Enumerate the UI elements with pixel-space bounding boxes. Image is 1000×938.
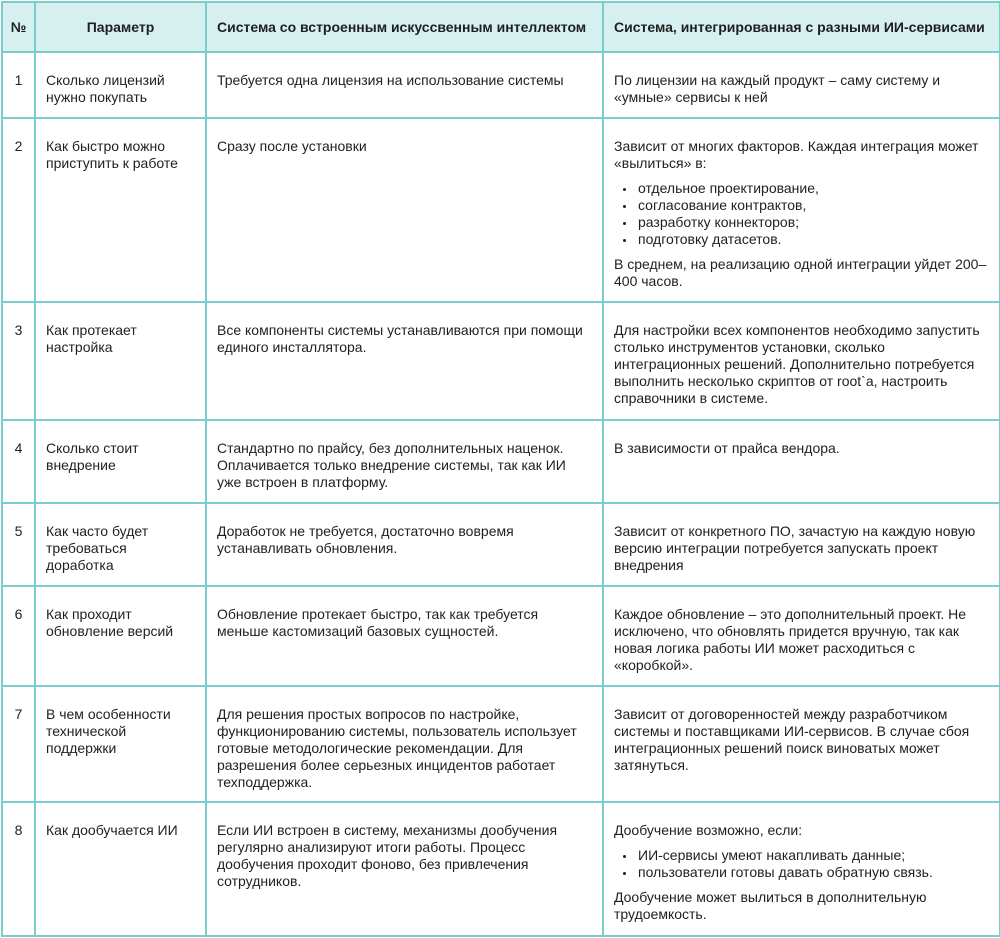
row-integrated [603, 52, 1000, 118]
integrated-bullet-list [614, 847, 989, 881]
row-param: Как быстро можно приступить к работе [35, 118, 206, 302]
comparison-table [1, 1, 1000, 937]
table-row [2, 52, 1000, 118]
row-param: Как проходит обновление версий [35, 586, 206, 686]
row-builtin: Стандартно по прайсу, без дополнительных наценок. Оплачивается только внедрение системы, так как ИИ уже встроен в платформу. [206, 420, 603, 503]
bullet-item: • ИИ-сервисы умеют накапливать данные; [636, 847, 989, 864]
integrated-text: Зависит от конкретного ПО, зачастую на каждую новую версию интеграции потребуется запускать проект внедрения [614, 523, 976, 573]
bullet-item: • отдельное проектирование, [636, 180, 989, 197]
header-param: Параметр [35, 2, 206, 52]
row-builtin: Требуется одна лицензия на использование системы [206, 52, 603, 118]
integrated-text: По лицензии на каждый продукт – саму систему и «умные» сервисы к ней [614, 72, 941, 105]
row-integrated [603, 586, 1000, 686]
bullet-item: • подготовку датасетов. [636, 231, 989, 248]
table-row [2, 118, 1000, 302]
row-num: 1 [2, 52, 35, 118]
row-builtin: Если ИИ встроен в систему, механизмы дообучения регулярно анализируют итоги работы. Процесс дообучения проходит фоново, без привлечения сотрудников. [206, 802, 603, 936]
table-row [2, 802, 1000, 936]
integrated-text: Каждое обновление – это дополнительный проект. Не исключено, что обновлять придется вручную, так как новая логика работы ИИ может расходиться с «коробкой». [614, 606, 967, 673]
header-integrated: Система, интегрированная с разными ИИ-сервисами [603, 2, 1000, 52]
table-row [2, 420, 1000, 503]
row-builtin: Для решения простых вопросов по настройке, функционированию системы, пользователь использует готовые методологические рекомендации. Для разрешения более серьезных инцидентов работает техподдержка. [206, 686, 603, 802]
table-row [2, 503, 1000, 586]
row-integrated [603, 686, 1000, 802]
row-num: 6 [2, 586, 35, 686]
header-builtin: Система со встроенным искуссвенным интеллектом [206, 2, 603, 52]
row-integrated [603, 802, 1000, 936]
integrated-text: Для настройки всех компонентов необходимо запустить столько инструментов установки, сколько интеграционных решений. Дополнительно потребуется выполнить несколько скриптов от root`a, настроить справочники в системе. [614, 322, 980, 406]
row-builtin: Все компоненты системы устанавливаются при помощи единого инсталлятора. [206, 302, 603, 420]
row-param: Сколько лицензий нужно покупать [35, 52, 206, 118]
integrated-bullet-list [614, 180, 989, 248]
row-integrated [603, 503, 1000, 586]
row-integrated [603, 118, 1000, 302]
row-num: 4 [2, 420, 35, 503]
row-param: Как дообучается ИИ [35, 802, 206, 936]
row-builtin: Обновление протекает быстро, так как требуется меньше кастомизаций базовых сущностей. [206, 586, 603, 686]
integrated-outro: Дообучение может вылиться в дополнительную трудоемкость. [614, 889, 927, 922]
row-num: 5 [2, 503, 35, 586]
table-row [2, 686, 1000, 802]
bullet-item: • согласование контрактов, [636, 197, 989, 214]
row-num: 8 [2, 802, 35, 936]
row-num: 7 [2, 686, 35, 802]
row-integrated [603, 302, 1000, 420]
row-param: В чем особенности технической поддержки [35, 686, 206, 802]
row-num: 2 [2, 118, 35, 302]
row-builtin: Сразу после установки [206, 118, 603, 302]
row-num: 3 [2, 302, 35, 420]
integrated-intro: Зависит от многих факторов. Каждая интеграция может «вылиться» в: [614, 138, 979, 171]
row-param: Как протекает настройка [35, 302, 206, 420]
header-num: № [2, 2, 35, 52]
integrated-text: Зависит от договоренностей между разработчиком системы и поставщиками ИИ-сервисов. В случае сбоя интеграционных решений поиск виноватых может затянуться. [614, 706, 970, 773]
integrated-intro: Дообучение возможно, если: [614, 822, 803, 838]
row-integrated [603, 420, 1000, 503]
integrated-outro: В среднем, на реализацию одной интеграции уйдет 200–400 часов. [614, 256, 987, 289]
bullet-item: • разработку коннекторов; [636, 214, 989, 231]
table-header-row [2, 2, 1000, 52]
bullet-item: • пользователи готовы давать обратную связь. [636, 864, 989, 881]
row-builtin: Доработок не требуется, достаточно вовремя устанавливать обновления. [206, 503, 603, 586]
table-row [2, 302, 1000, 420]
table-row [2, 586, 1000, 686]
integrated-text: В зависимости от прайса вендора. [614, 440, 840, 456]
row-param: Как часто будет требоваться доработка [35, 503, 206, 586]
row-param: Сколько стоит внедрение [35, 420, 206, 503]
